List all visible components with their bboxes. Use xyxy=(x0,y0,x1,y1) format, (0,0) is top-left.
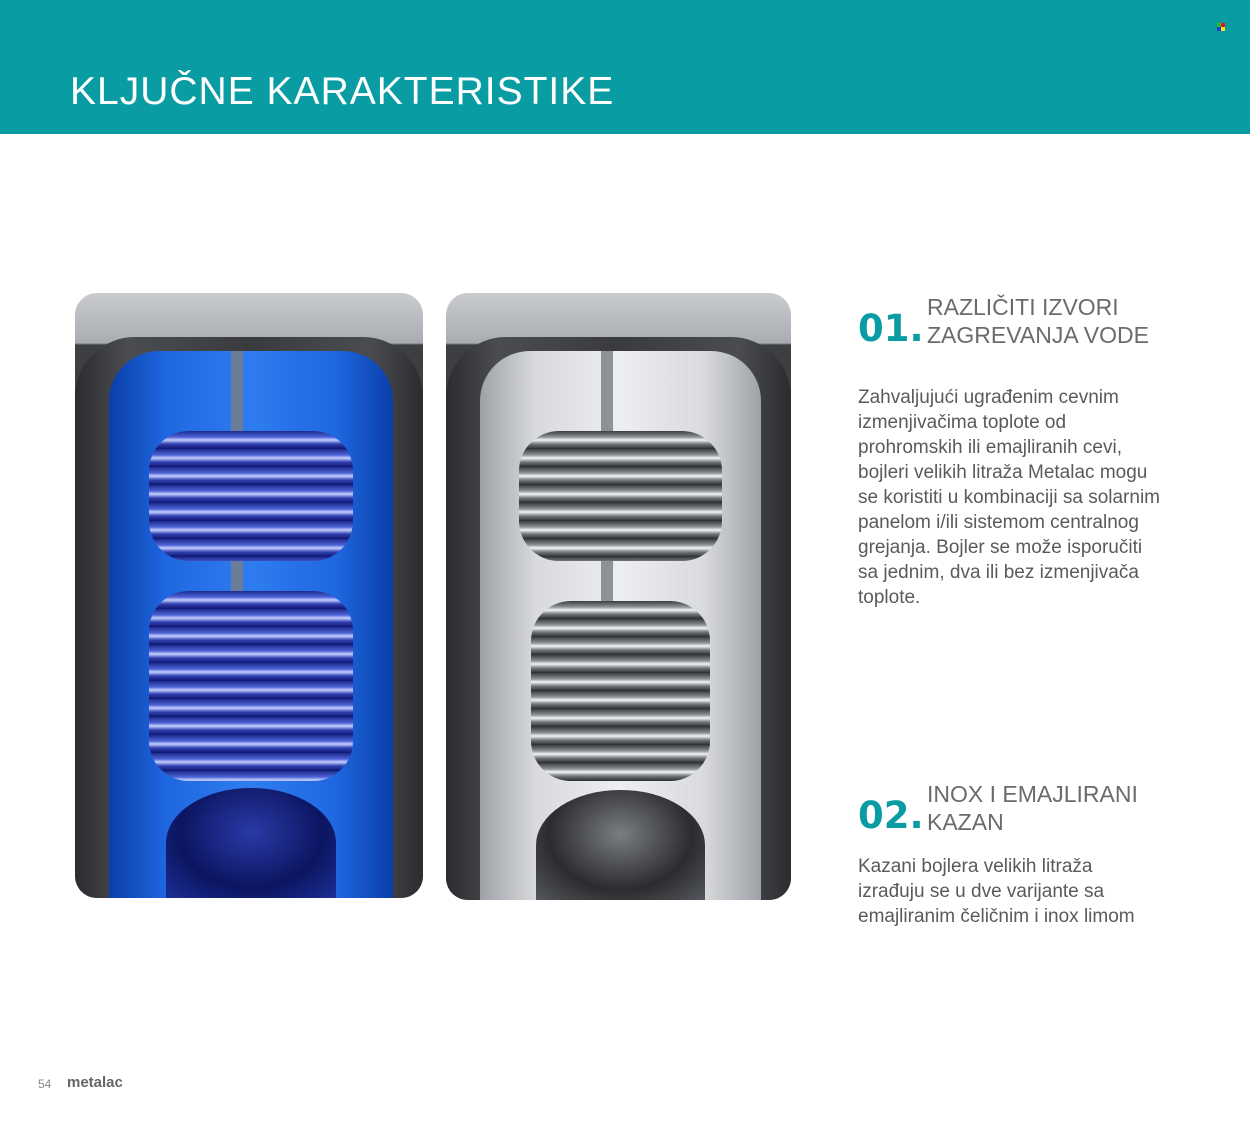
feature-title xyxy=(927,293,1149,349)
text-line: Zahvaljujući ugrađenim cevnim xyxy=(858,387,1119,408)
text-line: sa jednim, dva ili bez izmenjivača xyxy=(858,562,1139,583)
feature-number: 02. xyxy=(858,794,924,837)
text-line: toplote. xyxy=(858,587,921,608)
page-title: KLJUČNE KARAKTERISTIKE xyxy=(70,70,615,113)
footer-brand-logo: metalac xyxy=(67,1074,123,1091)
text-line: izmenjivačima toplote od xyxy=(858,412,1067,433)
brand-logo-icon xyxy=(1217,23,1225,31)
text-line: Kazani bojlera velikih litraža xyxy=(858,856,1093,877)
text-line: emajliranim čeličnim i inox limom xyxy=(858,906,1135,927)
header-bar xyxy=(0,0,1250,134)
feature-title-line: ZAGREVANJA VODE xyxy=(927,322,1149,348)
text-line: izrađuju se u dve varijante sa xyxy=(858,881,1105,902)
feature-description xyxy=(858,385,1188,610)
text-line: grejanja. Bojler se može isporučiti xyxy=(858,537,1143,558)
feature-title-line: KAZAN xyxy=(927,809,1004,835)
inox-boiler-image xyxy=(446,293,791,900)
feature-title-line: INOX I EMAJLIRANI xyxy=(927,781,1138,807)
enamel-boiler-image xyxy=(75,293,423,898)
text-line: prohromskih ili emajliranih cevi, xyxy=(858,437,1122,458)
feature-title-line: RAZLIČITI IZVORI xyxy=(927,294,1119,320)
feature-number: 01. xyxy=(858,307,924,350)
feature-title xyxy=(927,780,1138,836)
feature-description xyxy=(858,854,1188,929)
page-number: 54 xyxy=(38,1077,52,1091)
text-line: bojleri velikih litraža Metalac mogu xyxy=(858,462,1148,483)
text-line: panelom i/ili sistemom centralnog xyxy=(858,512,1139,533)
text-line: se koristiti u kombinaciji sa solarnim xyxy=(858,487,1160,508)
